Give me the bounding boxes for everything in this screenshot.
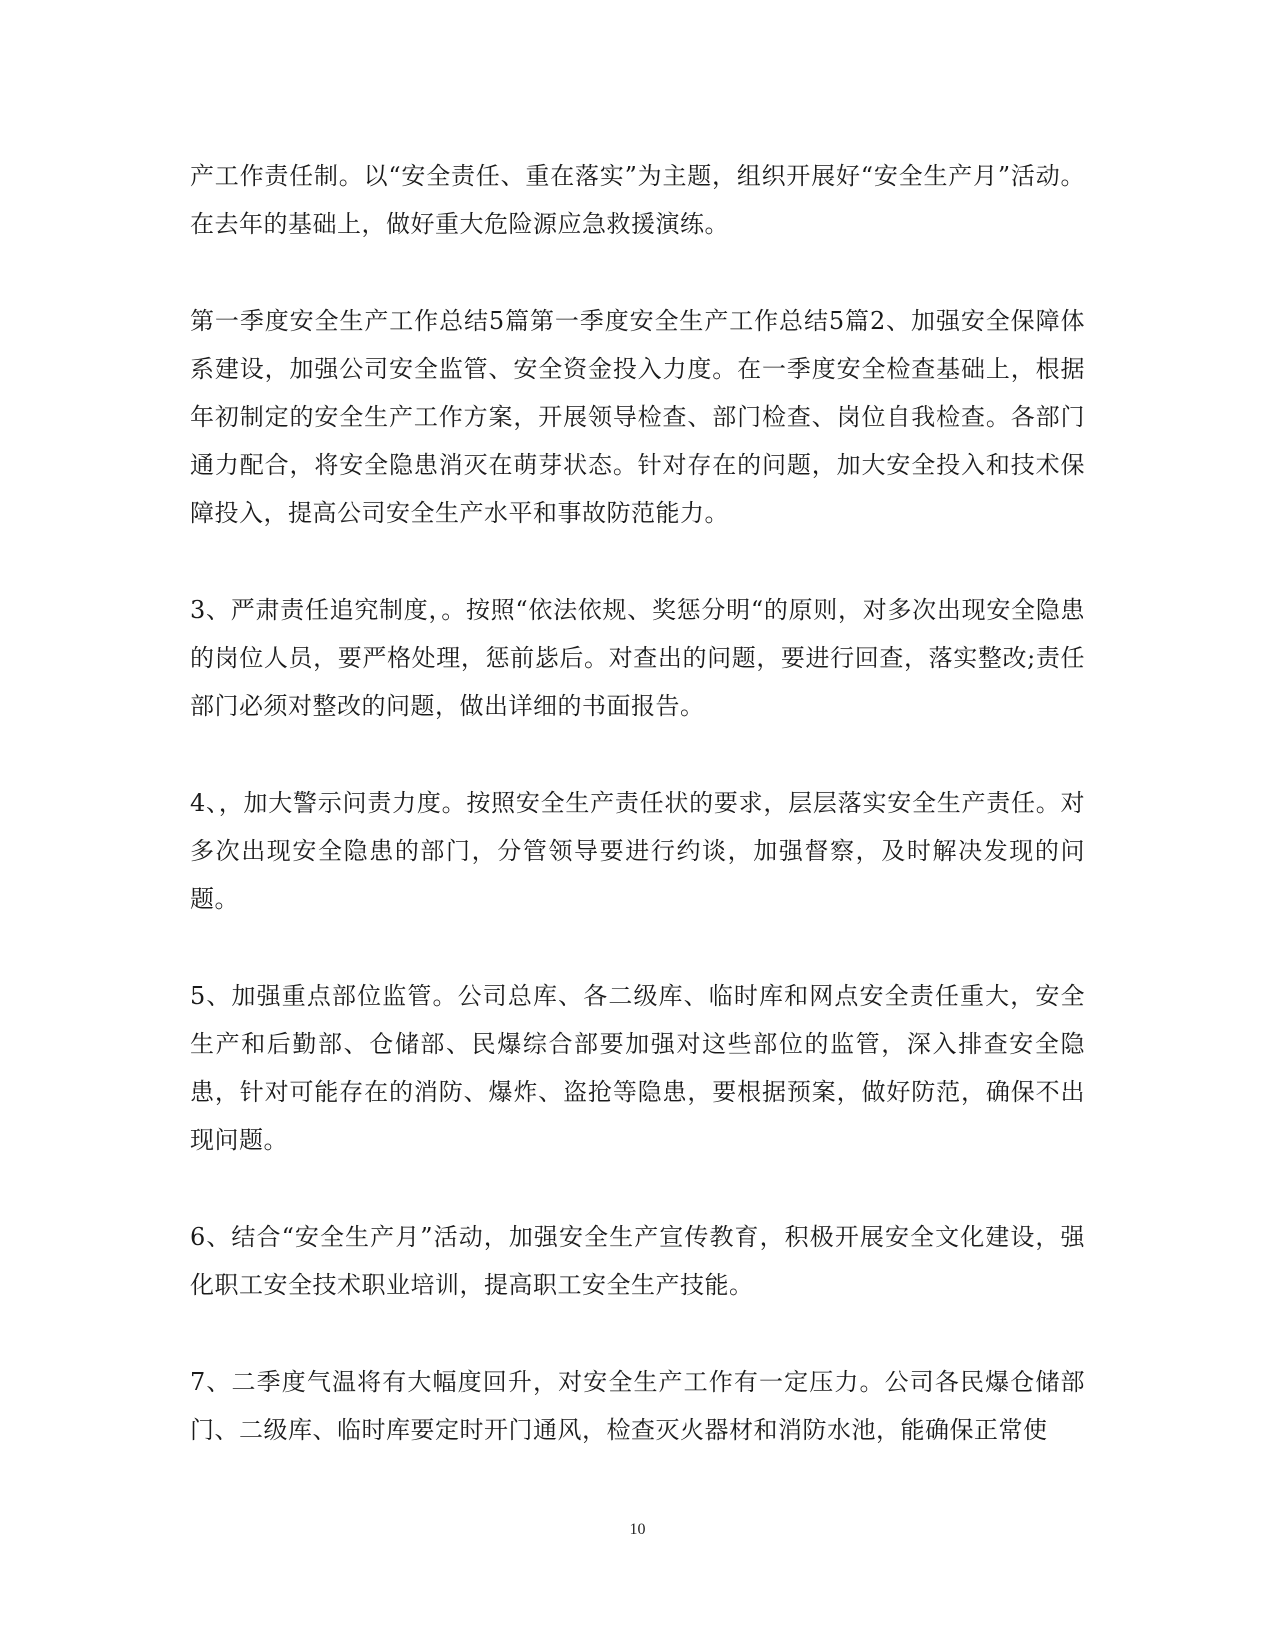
paragraph-1: 产工作责任制。以“安全责任、重在落实”为主题，组织开展好“安全生产月”活动。在去年的基础上，做好重大危险源应急救援演练。 [190, 162, 1085, 238]
paragraph-5: 5、加强重点部位监管。公司总库、各二级库、临时库和网点安全责任重大，安全生产和后勤部、仓储部、民爆综合部要加强对这些部位的监管，深入排查安全隐患，针对可能存在的消防、爆炸、盗抢等隐患，要根据预案，做好防范，确保不出现问题。 [190, 982, 1085, 1154]
page-number: 10 [629, 1521, 646, 1538]
document-body [190, 152, 1085, 1503]
paragraph-3: 3、严肃责任追究制度，。按照“依法依规、奖惩分明“的原则，对多次出现安全隐患的岗位人员，要严格处理，惩前毖后。对查出的问题，要进行回查，落实整改;责任部门必须对整改的问题，做出详细的书面报告。 [190, 596, 1085, 720]
paragraph-2: 第一季度安全生产工作总结5篇第一季度安全生产工作总结5篇2、加强安全保障体系建设，加强公司安全监管、安全资金投入力度。在一季度安全检查基础上，根据年初制定的安全生产工作方案，开展领导检查、部门检查、岗位自我检查。各部门通力配合，将安全隐患消灭在萌芽状态。针对存在的问题，加大安全投入和技术保障投入，提高公司安全生产水平和事故防范能力。 [190, 307, 1085, 527]
paragraph-6: 6、结合“安全生产月”活动，加强安全生产宣传教育，积极开展安全文化建设，强化职工安全技术职业培训，提高职工安全生产技能。 [190, 1223, 1085, 1299]
paragraph-4: 4、，加大警示问责力度。按照安全生产责任状的要求，层层落实安全生产责任。对多次出现安全隐患的部门，分管领导要进行约谈，加强督察，及时解决发现的问题。 [190, 789, 1085, 913]
paragraph-7: 7、二季度气温将有大幅度回升，对安全生产工作有一定压力。公司各民爆仓储部门、二级库、临时库要定时开门通风，检查灭火器材和消防水池，能确保正常使 [190, 1368, 1085, 1444]
